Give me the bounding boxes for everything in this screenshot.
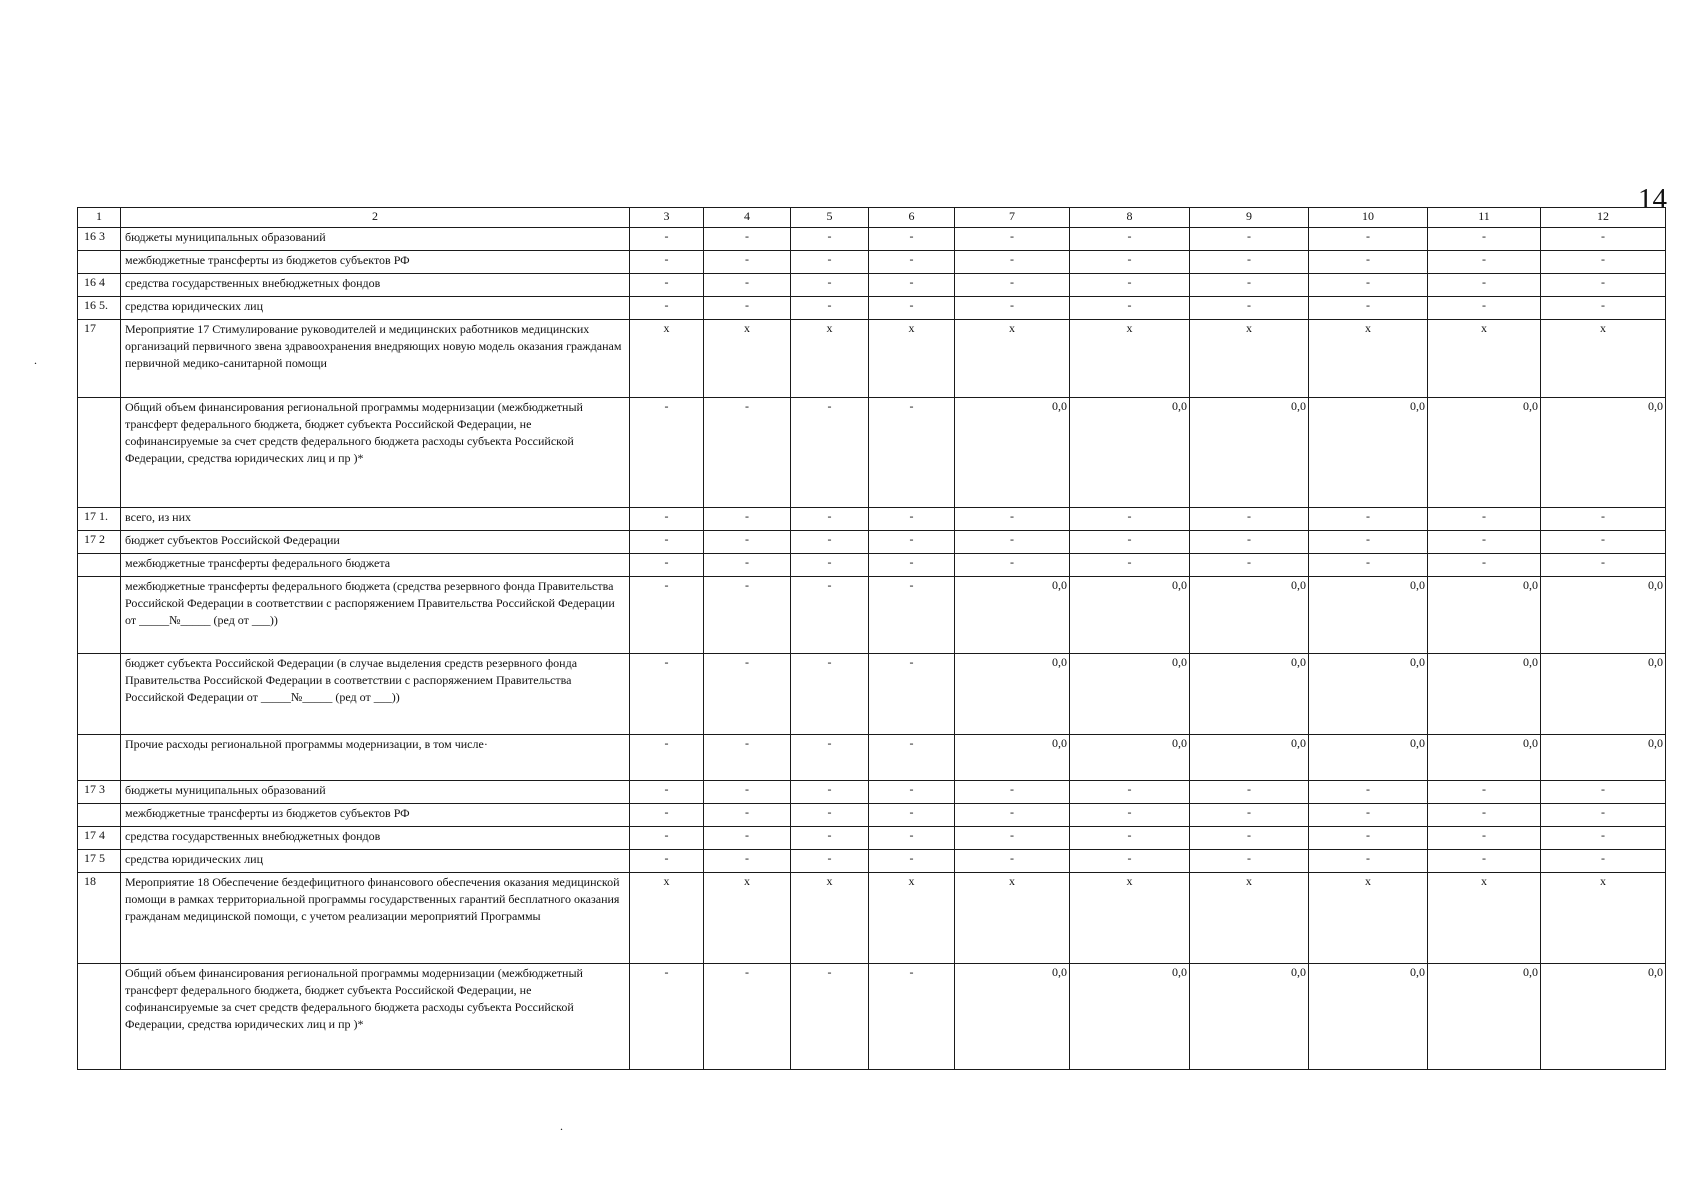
value-cell: x (704, 320, 791, 398)
table-row (78, 873, 1666, 964)
value-cell: - (869, 577, 955, 654)
value-cell: 0,0 (1309, 398, 1428, 508)
value-cell: - (1541, 850, 1666, 873)
value-cell: - (955, 554, 1070, 577)
value-cell: x (1309, 873, 1428, 964)
value-cell: - (955, 850, 1070, 873)
value-cell: - (791, 804, 869, 827)
value-cell: x (1428, 320, 1541, 398)
value-cell: - (704, 804, 791, 827)
value-cell: - (791, 274, 869, 297)
value-cell: - (1428, 850, 1541, 873)
value-cell: - (1541, 274, 1666, 297)
value-cell: - (1428, 274, 1541, 297)
row-description-cell: бюджеты муниципальных образований (121, 781, 630, 804)
value-cell: - (1190, 274, 1309, 297)
column-header: 5 (791, 208, 869, 228)
value-cell: - (704, 398, 791, 508)
value-cell: - (869, 398, 955, 508)
value-cell: - (869, 554, 955, 577)
column-header: 8 (1070, 208, 1190, 228)
value-cell: - (630, 964, 704, 1070)
row-description-cell: бюджеты муниципальных образований (121, 228, 630, 251)
value-cell: - (630, 531, 704, 554)
row-description-cell: бюджет субъектов Российской Федерации (121, 531, 630, 554)
value-cell: 0,0 (955, 964, 1070, 1070)
value-cell: 0,0 (1541, 577, 1666, 654)
value-cell: - (1428, 804, 1541, 827)
value-cell: 0,0 (955, 654, 1070, 735)
value-cell: - (1070, 781, 1190, 804)
value-cell: 0,0 (1309, 654, 1428, 735)
value-cell: - (1309, 781, 1428, 804)
value-cell: 0,0 (1541, 964, 1666, 1070)
value-cell: 0,0 (1070, 964, 1190, 1070)
value-cell: - (1070, 297, 1190, 320)
row-number-cell: 17 2 (78, 531, 121, 554)
value-cell: - (704, 827, 791, 850)
value-cell: - (1428, 297, 1541, 320)
value-cell: x (869, 873, 955, 964)
value-cell: - (704, 577, 791, 654)
value-cell: - (1190, 554, 1309, 577)
value-cell: 0,0 (955, 398, 1070, 508)
value-cell: - (1541, 228, 1666, 251)
value-cell: x (1190, 320, 1309, 398)
value-cell: x (1309, 320, 1428, 398)
value-cell: - (869, 735, 955, 781)
row-number-cell: 17 5 (78, 850, 121, 873)
row-number-cell (78, 654, 121, 735)
row-number-cell (78, 398, 121, 508)
value-cell: 0,0 (1428, 398, 1541, 508)
table-row (78, 228, 1666, 251)
value-cell: - (704, 781, 791, 804)
value-cell: - (1541, 531, 1666, 554)
value-cell: - (704, 850, 791, 873)
row-description-cell: межбюджетные трансферты федерального бюджета (121, 554, 630, 577)
value-cell: - (1541, 781, 1666, 804)
row-number-cell (78, 577, 121, 654)
value-cell: - (1070, 508, 1190, 531)
value-cell: 0,0 (1190, 398, 1309, 508)
row-description-cell: Общий объем финансирования региональной программы модернизации (межбюджетный трансферт федерального бюджета, бюджет субъекта Российской Федерации, не софинансируемые за счет средств федерального бюджета расходы субъекта Российской Федерации, средства юридических лиц и пр )* (121, 964, 630, 1070)
value-cell: - (1309, 531, 1428, 554)
value-cell: x (1070, 873, 1190, 964)
row-description-cell: межбюджетные трансферты федерального бюджета (средства резервного фонда Правительства Российской Федерации в соответствии с распоряжением Правительства Российской Федерации от _____№_____ (ред от ___)) (121, 577, 630, 654)
value-cell: 0,0 (955, 577, 1070, 654)
column-header: 4 (704, 208, 791, 228)
value-cell: - (1309, 274, 1428, 297)
value-cell: - (1309, 297, 1428, 320)
value-cell: x (791, 320, 869, 398)
column-header: 3 (630, 208, 704, 228)
value-cell: - (869, 804, 955, 827)
scan-mark: . (34, 353, 37, 367)
header-row (78, 208, 1666, 228)
value-cell: - (630, 781, 704, 804)
value-cell: - (1428, 554, 1541, 577)
value-cell: - (704, 964, 791, 1070)
value-cell: - (1309, 827, 1428, 850)
value-cell: 0,0 (1541, 398, 1666, 508)
value-cell: - (630, 398, 704, 508)
value-cell: x (869, 320, 955, 398)
value-cell: x (955, 320, 1070, 398)
table-row (78, 654, 1666, 735)
value-cell: - (869, 827, 955, 850)
value-cell: - (1309, 251, 1428, 274)
row-number-cell: 17 1. (78, 508, 121, 531)
value-cell: - (791, 781, 869, 804)
value-cell: - (869, 274, 955, 297)
column-header: 2 (121, 208, 630, 228)
table-row (78, 827, 1666, 850)
value-cell: - (704, 297, 791, 320)
row-number-cell (78, 554, 121, 577)
row-number-cell: 18 (78, 873, 121, 964)
value-cell: - (704, 735, 791, 781)
value-cell: 0,0 (1190, 577, 1309, 654)
value-cell: 0,0 (1428, 577, 1541, 654)
table-row (78, 531, 1666, 554)
value-cell: x (1541, 320, 1666, 398)
value-cell: 0,0 (1309, 577, 1428, 654)
value-cell: - (1190, 228, 1309, 251)
value-cell: - (791, 654, 869, 735)
column-header: 1 (78, 208, 121, 228)
value-cell: - (791, 251, 869, 274)
value-cell: - (955, 228, 1070, 251)
value-cell: - (704, 228, 791, 251)
column-header: 11 (1428, 208, 1541, 228)
value-cell: - (704, 554, 791, 577)
table-row (78, 577, 1666, 654)
value-cell: - (1070, 554, 1190, 577)
value-cell: - (1070, 804, 1190, 827)
row-number-cell: 17 (78, 320, 121, 398)
row-description-cell: средства государственных внебюджетных фондов (121, 827, 630, 850)
value-cell: 0,0 (1070, 398, 1190, 508)
row-description-cell: Мероприятие 17 Стимулирование руководителей и медицинских работников медицинских организаций первичного звена здравоохранения внедряющих новую модель оказания гражданам первичной медико-санитарной помощи (121, 320, 630, 398)
value-cell: - (869, 251, 955, 274)
value-cell: - (955, 781, 1070, 804)
value-cell: 0,0 (1070, 654, 1190, 735)
value-cell: - (1190, 531, 1309, 554)
value-cell: - (1070, 850, 1190, 873)
row-number-cell: 16 5. (78, 297, 121, 320)
value-cell: - (1428, 228, 1541, 251)
value-cell: x (1190, 873, 1309, 964)
value-cell: - (1070, 531, 1190, 554)
table-body (78, 208, 1666, 1070)
value-cell: - (869, 964, 955, 1070)
table-row (78, 297, 1666, 320)
row-number-cell: 17 4 (78, 827, 121, 850)
value-cell: - (955, 508, 1070, 531)
value-cell: 0,0 (1428, 735, 1541, 781)
value-cell: - (1428, 531, 1541, 554)
value-cell: - (630, 654, 704, 735)
value-cell: - (1428, 827, 1541, 850)
value-cell: - (630, 251, 704, 274)
row-number-cell (78, 964, 121, 1070)
value-cell: - (630, 804, 704, 827)
value-cell: - (1190, 804, 1309, 827)
value-cell: - (1070, 228, 1190, 251)
value-cell: - (630, 297, 704, 320)
value-cell: - (1070, 827, 1190, 850)
value-cell: - (1190, 251, 1309, 274)
value-cell: - (630, 827, 704, 850)
page-number: 14 (1638, 183, 1667, 215)
value-cell: - (791, 531, 869, 554)
value-cell: - (704, 531, 791, 554)
table-row (78, 964, 1666, 1070)
value-cell: 0,0 (1428, 654, 1541, 735)
row-number-cell (78, 735, 121, 781)
row-description-cell: межбюджетные трансферты из бюджетов субъектов РФ (121, 804, 630, 827)
value-cell: - (1428, 251, 1541, 274)
value-cell: - (955, 274, 1070, 297)
value-cell: - (791, 398, 869, 508)
value-cell: x (791, 873, 869, 964)
table-row (78, 804, 1666, 827)
value-cell: - (869, 781, 955, 804)
row-number-cell (78, 251, 121, 274)
value-cell: - (1070, 274, 1190, 297)
value-cell: - (1541, 508, 1666, 531)
value-cell: - (1190, 850, 1309, 873)
value-cell: - (791, 827, 869, 850)
row-description-cell: Прочие расходы региональной программы модернизации, в том числе· (121, 735, 630, 781)
value-cell: - (869, 508, 955, 531)
value-cell: - (630, 577, 704, 654)
value-cell: - (791, 964, 869, 1070)
value-cell: - (791, 228, 869, 251)
value-cell: - (791, 735, 869, 781)
table-row (78, 251, 1666, 274)
scan-mark: . (560, 1119, 563, 1133)
financing-table (77, 207, 1666, 1070)
value-cell: x (1070, 320, 1190, 398)
row-number-cell (78, 804, 121, 827)
value-cell: - (955, 531, 1070, 554)
value-cell: - (1541, 297, 1666, 320)
value-cell: - (869, 850, 955, 873)
column-header: 12 (1541, 208, 1666, 228)
value-cell: 0,0 (1190, 964, 1309, 1070)
value-cell: - (1309, 804, 1428, 827)
row-description-cell: Общий объем финансирования региональной программы модернизации (межбюджетный трансферт федерального бюджета, бюджет субъекта Российской Федерации, не софинансируемые за счет средств федерального бюджета расходы субъекта Российской Федерации, средства юридических лиц и пр )* (121, 398, 630, 508)
value-cell: - (1309, 228, 1428, 251)
value-cell: - (955, 297, 1070, 320)
value-cell: - (955, 251, 1070, 274)
value-cell: - (1428, 781, 1541, 804)
column-header: 9 (1190, 208, 1309, 228)
table-row (78, 274, 1666, 297)
value-cell: - (630, 228, 704, 251)
value-cell: - (630, 508, 704, 531)
value-cell: - (955, 827, 1070, 850)
row-description-cell: бюджет субъекта Российской Федерации (в случае выделения средств резервного фонда Правительства Российской Федерации в соответствии с распоряжением Правительства Российской Федерации от _____№_____ (ред от ___)) (121, 654, 630, 735)
row-description-cell: средства государственных внебюджетных фондов (121, 274, 630, 297)
value-cell: - (1309, 850, 1428, 873)
value-cell: - (704, 251, 791, 274)
value-cell: 0,0 (1428, 964, 1541, 1070)
value-cell: x (1541, 873, 1666, 964)
row-description-cell: Мероприятие 18 Обеспечение бездефицитного финансового обеспечения оказания медицинской помощи в рамках территориальной программы государственных гарантий бесплатного оказания гражданам медицинской помощи, с учетом реализации мероприятий Программы (121, 873, 630, 964)
value-cell: 0,0 (1190, 735, 1309, 781)
value-cell: - (869, 297, 955, 320)
value-cell: - (1541, 554, 1666, 577)
row-number-cell: 16 3 (78, 228, 121, 251)
value-cell: - (1541, 804, 1666, 827)
row-number-cell: 17 3 (78, 781, 121, 804)
value-cell: - (704, 274, 791, 297)
value-cell: - (1190, 781, 1309, 804)
value-cell: - (791, 577, 869, 654)
value-cell: - (704, 654, 791, 735)
value-cell: - (704, 508, 791, 531)
row-description-cell: средства юридических лиц (121, 297, 630, 320)
value-cell: - (1309, 554, 1428, 577)
value-cell: - (630, 554, 704, 577)
value-cell: x (630, 873, 704, 964)
value-cell: - (630, 274, 704, 297)
row-description-cell: всего, из них (121, 508, 630, 531)
row-description-cell: средства юридических лиц (121, 850, 630, 873)
value-cell: - (1190, 508, 1309, 531)
column-header: 6 (869, 208, 955, 228)
value-cell: - (1541, 251, 1666, 274)
value-cell: - (1309, 508, 1428, 531)
value-cell: - (1190, 297, 1309, 320)
value-cell: - (791, 850, 869, 873)
table-row (78, 554, 1666, 577)
table-row (78, 398, 1666, 508)
value-cell: x (955, 873, 1070, 964)
value-cell: - (791, 554, 869, 577)
table-row (78, 850, 1666, 873)
value-cell: - (630, 735, 704, 781)
value-cell: - (791, 297, 869, 320)
table-row (78, 781, 1666, 804)
value-cell: 0,0 (1190, 654, 1309, 735)
value-cell: 0,0 (955, 735, 1070, 781)
column-header: 10 (1309, 208, 1428, 228)
value-cell: 0,0 (1309, 735, 1428, 781)
value-cell: - (791, 508, 869, 531)
value-cell: - (1541, 827, 1666, 850)
table-row (78, 735, 1666, 781)
value-cell: x (704, 873, 791, 964)
row-description-cell: межбюджетные трансферты из бюджетов субъектов РФ (121, 251, 630, 274)
value-cell: - (869, 654, 955, 735)
value-cell: 0,0 (1541, 735, 1666, 781)
value-cell: 0,0 (1309, 964, 1428, 1070)
value-cell: - (869, 531, 955, 554)
table-row (78, 508, 1666, 531)
table-row (78, 320, 1666, 398)
value-cell: - (1428, 508, 1541, 531)
value-cell: - (869, 228, 955, 251)
value-cell: x (630, 320, 704, 398)
value-cell: 0,0 (1070, 735, 1190, 781)
value-cell: - (955, 804, 1070, 827)
value-cell: 0,0 (1070, 577, 1190, 654)
value-cell: - (1190, 827, 1309, 850)
value-cell: 0,0 (1541, 654, 1666, 735)
value-cell: - (1070, 251, 1190, 274)
value-cell: - (630, 850, 704, 873)
column-header: 7 (955, 208, 1070, 228)
row-number-cell: 16 4 (78, 274, 121, 297)
value-cell: x (1428, 873, 1541, 964)
